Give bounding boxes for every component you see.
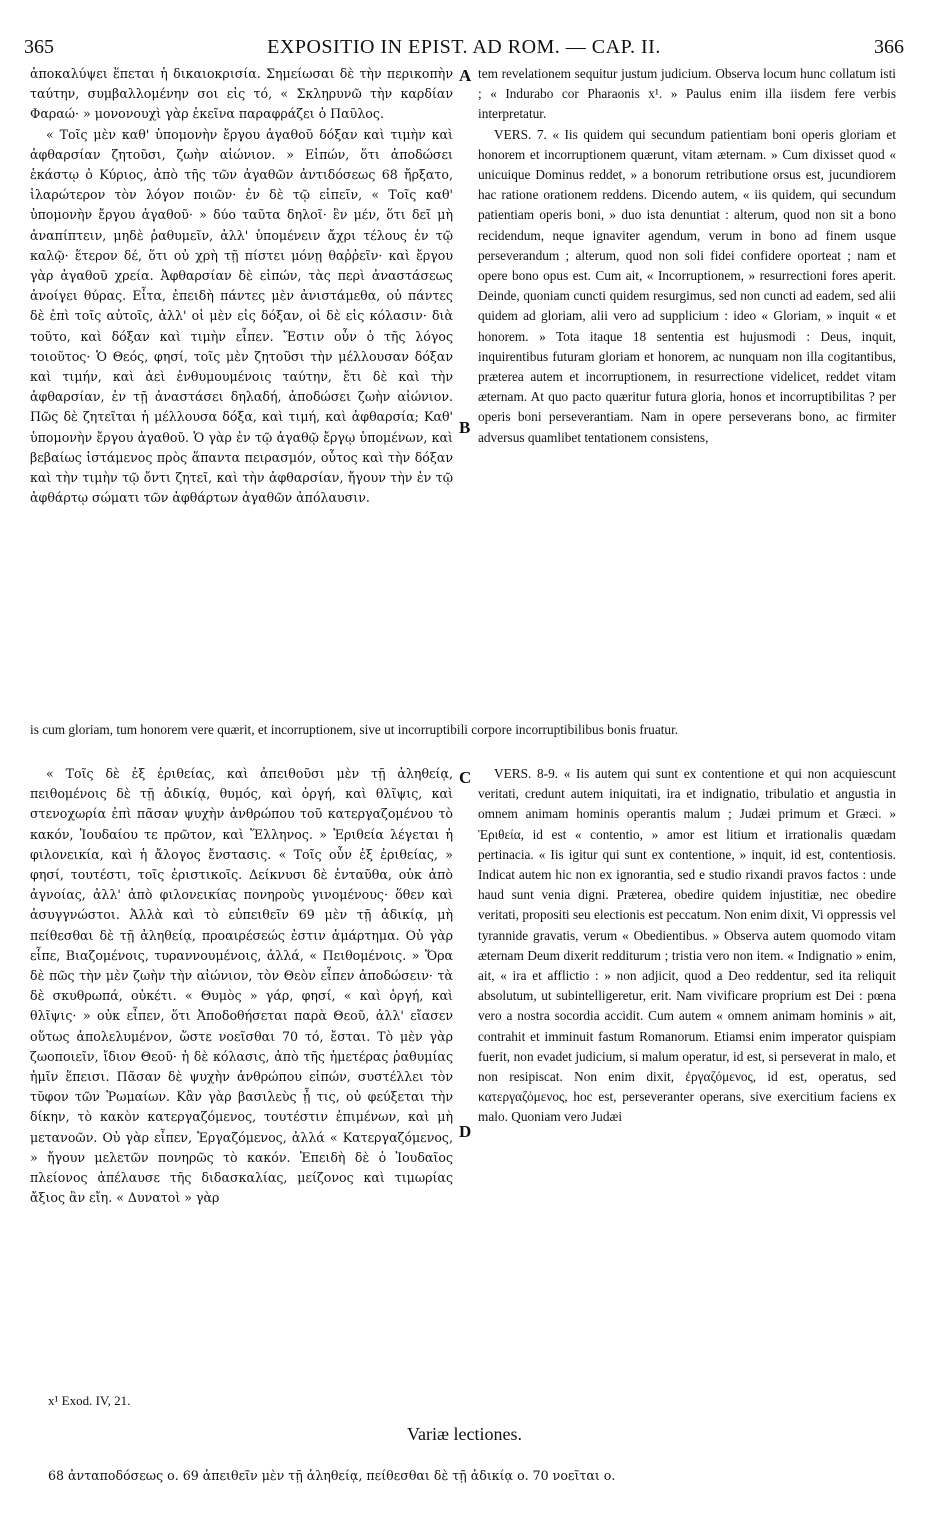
greek-paragraph: ἀποκαλύψει ἕπεται ἡ δικαιοκρισία. Σημείωσαι δὲ τὴν περικοπὴν ταύτην, συμβαλλομένην σοι εἰς τό, « Σκληρυνῶ τὴν καρδίαν Φαραώ· » μονονουχὶ γὰρ ἐκεῖνα παραφράζει ὁ Παῦλος. [30,66,453,122]
margin-letter-b: B [459,418,471,437]
scripture-footnote: x¹ Exod. IV, 21. [48,1393,131,1408]
greek-column-bottom [30,764,453,1208]
margin-letter-a: A [459,66,472,85]
variae-lectiones-heading: Variæ lectiones. [407,1424,522,1444]
latin-column-bottom [478,764,896,1128]
greek-paragraph: « Τοῖς δὲ ἐξ ἐριθείας, καὶ ἀπειθοῦσι μὲν τῇ ἀληθείᾳ, πειθομένοις δὲ τῇ ἀδικίᾳ, θυμός, καὶ ὀργή, καὶ θλῖψις, καὶ στενοχωρία ἐπὶ πᾶσαν ψυχὴν ἀνθρώπου τοῦ κατεργαζομένου τὸ κακόν, Ἰουδαίου τε πρῶτον, καὶ Ἕλληνος. » Ἐριθεία λέγεται ἡ φιλονεικία, καὶ ἡ ἄλογος ἔνστασις. « Τοῖς οὖν ἐξ ἐριθείας, » φησί, τουτέστι, τοῖς ἐριστικοῖς. Δείκνυσι δὲ ἐνταῦθα, οὐκ ἀπὸ ἀγνοίας, ἀλλ' ἀπὸ φιλονεικίας πονηροὺς γινομένους· ὅθεν καὶ ἀσυγγνώστοι. Ἀλλὰ καὶ τὸ εὐπειθεῖν 69 μὲν τῇ ἀδικίᾳ, μὴ πείθεσθαι δὲ τῇ ἀληθείᾳ, προαιρέσεώς ἐστιν ἁμάρτημα. Οὐ γὰρ εἶπε, Βιαζομένοις, τυραννουμένοις, ἀλλά, « Πειθομένοις. » Ὅρα δὲ πῶς τὴν μὲν ζωὴν τὴν αἰώνιον, τὸν Θεὸν εἶπεν ἀποδώσειν· τὰ δὲ σκυθρωπά, οὐκέτι. « Θυμὸς » γάρ, φησί, « καὶ ὀργή, καὶ θλῖψις· » οὐκ εἶπεν, ὅτι Ἀποδοθήσεται παρὰ Θεοῦ, ἀλλ' εἴασεν οὕτως ἀπολελυμένον, ὥστε νοεῖσθαι 70 τό, ἔσται. Τὸ μὲν γὰρ ζωοποιεῖν, ἴδιον Θεοῦ· ἡ δὲ κόλασις, ἀπὸ τῆς ἡμετέρας ῥαθυμίας ἡμῖν ἕπεισι. Πᾶσαν δὲ ψυχὴν ἀνθρώπου εἰπών, συστέλλει τὸν τῦφον τῶν Ῥωμαίων. Κἂν γὰρ βασιλεὺς ᾖ τις, οὐ φεύξεται τὴν δίκην, τὸ κακὸν κατεργαζόμενος, τουτέστιν ἐπιμένων, καὶ μὴ μετανοῶν. Οὐ γὰρ εἶπεν, Ἐργαζόμενος, ἀλλά « Κατεργαζόμενος, » ἤγουν μελετῶν πονηρῶς τὸ κακόν. Ἐπειδὴ δὲ ὁ Ἰουδαῖος πλείονος ἀπέλαυσε τῆς διδασκαλίας, μείζονος καὶ τιμωρίας ἄξιος ἂν εἴη. « Δυνατοὶ » γὰρ [30,766,453,1206]
greek-paragraph: « Τοῖς μὲν καθ' ὑπομονὴν ἔργου ἀγαθοῦ δόξαν καὶ τιμὴν καὶ ἀφθαρσίαν ζητοῦσι, ζωὴν αἰώνιον. » Εἰπών, ὅτι ἀποδώσει ἑκάστῳ ὁ Κύριος, ἀπὸ τῆς τῶν ἀγαθῶν ἀντιδόσεως 68 ἤρξατο, ἱλαρώτερον τὸν λόγον ποιῶν· ἐν δὲ τῷ εἰπεῖν, « Τοῖς καθ' ὑπομονὴν ἔργου ἀγαθοῦ· » δύο ταῦτα δηλοῖ· ἓν μέν, ὅτι δεῖ μὴ ἀναπίπτειν, μηδὲ ῥαθυμεῖν, ἀλλ' ὑπομένειν ἄχρι τέλους ἐν τῷ καλῷ· ἕτερον δέ, ὅτι οὐ χρὴ τῇ πίστει μόνῃ θαῤῥεῖν· καὶ ἔργου γὰρ ἀγαθοῦ χρεία. Ἀφθαρσίαν δὲ εἰπών, τὰς περὶ ἀναστάσεως ἀνοίγει θύρας. Εἶτα, ἐπειδὴ πάντες μὲν ἀνιστάμεθα, οὐ πάντες δὲ ἐπὶ τοῖς αὐτοῖς, ἀλλ' οἱ μὲν εἰς δόξαν, οἱ δὲ εἰς κόλασιν· διὰ τοῦτο, καὶ δόξαν καὶ τιμὴν εἶπεν. Ἔστιν οὖν ὁ τῆς λόγος τοιοῦτος· Ὁ Θεός, φησί, τοῖς μὲν ζητοῦσι τὴν μέλλουσαν δόξαν καὶ τιμήν, καὶ ἀεὶ ἐνθυμουμένοις ταύτην, ἔτι δὲ καὶ τὴν ἀφθαρσίαν, ἐν τῇ ἀναστάσει δηλαδή, ἀποδώσει ζωὴν αἰώνιον. Πῶς δὲ ζητεῖται ἡ μέλλουσα δόξα, καὶ τιμή, καὶ ἀφθαρσία; Καθ' ὑπομονὴν ἔργου ἀγαθοῦ. Ὁ γὰρ ἐν τῷ ἀγαθῷ ἔργῳ ὑπομένων, καὶ βεβαίως ἱστάμενος πρὸς ἅπαντα πειρασμόν, οὗτος καὶ τὴν δόξαν καὶ τὴν τιμὴν τῷ ὄντι ζητεῖ, καὶ τὴν ἀφθαρσίαν, ἤγουν τὴν ἐν τῷ ἀφθάρτῳ σώματι τῶν ἀφθάρτων ἀγαθῶν ἀπόλαυσιν. [30,126,453,506]
running-header [24,36,904,62]
latin-paragraph: VERS. 8-9. « Iis autem qui sunt ex contentione et qui non acquiescunt veritati, credunt autem iniquitati, ira et indignatio, tribulatio et angustia in omnem animam hominis operantis malum ; Judæi primum et Græci. » Ἐριθεία, id est « contentio, » amor est litium et irrationalis quædam pertinacia. « Iis igitur qui sunt ex contentione, » inquit, id est, contentiosis. Indicat autem hic non ex ignorantia, sed e studio rixandi pravos factos : unde haud sunt venia digni. Præterea, obedire quidem injustitiæ, nec obedire veritati, propositi seu electionis est peccatum. Non enim dixit, Vi oppressis vel tyrannide gravatis, verum « Obedientibus. » Observa autem quomodo vitam æternam Deum dixerit redditurum ; tristia vero non item. « Indignatio » enim, ait, « ira et afflictio : » non adjicit, quod a Deo reddentur, sed ita reliquit absolutum, ut subintelligeretur, erit. Nam vivificare proprium est Dei : pœna vero a nostra socordia accidit. Cum autem « omnem animam hominis » ait, contrahit et imminuit fastum Romanorum. Etiamsi enim imperator quispiam fuerit, non evadet judicium, si malum operatur, id est, si perseverat in malo, et non resipiscat. Non enim dixit, ἐργαζόμενος, id est, operatus, sed κατεργαζόμενος, hoc est, perseveranter operans, sive exercitium faciens ex malo. Quoniam vero Judæi [478,766,896,1125]
latin-paragraph: tem revelationem sequitur justum judicium. Observa locum hunc collatum isti ; « Indurabo cor Pharaonis x¹. » Paulus enim illa iisdem fere verbis interpretatur. [478,66,896,122]
latin-column-top [478,64,896,448]
right-page-number: 366 [874,36,904,58]
left-page-number: 365 [24,36,54,58]
greek-column-top [30,64,453,508]
latin-paragraph: VERS. 7. « Iis quidem qui secundum patientiam boni operis gloriam et honorem et incorruptionem quærunt, vitam æternam. » Cum dixisset quod « unicuique Dominus reddet, » a bonorum retributione orsus est, jucundiorem hac ratione orationem reddens. Dicendo autem, « iis quidem, qui secundum patientiam operis boni, » duo ista denuntiat : alterum, quod non sit a bono recidendum, neque ignaviter agendum, verum in bono ad finem usque perseverandum ; alterum, quod non soli fidei confidere oporteat ; nam et opere bono opus est. Cum ait, « Incorruptionem, » resurrectioni fores aperit. Deinde, quoniam cuncti quidem resurgimus, sed non cuncti ad eadem, sed alii quidem ad gloriam, alii vero ad supplicium : ideo « Gloriam, » inquit « et honorem. » Tota itaque 18 sententia est hujusmodi : Deus, inquit, inquirentibus futuram gloriam et honorem, ac nunquam non illa cogitantibus, præterea autem et incorruptionem, in resurrectione videlicet, reddet vitam æternam. At quo pacto quæritur futura gloria, honos et incorruptibilitas ? per operis boni perseverantiam. Nam in opere perseverans bono, ac firmiter adversus quamlibet tentationem consistens, [478,126,896,445]
margin-letter-d: D [459,1122,472,1141]
latin-spanning-line: is cum gloriam, tum honorem vere quærit, et incorruptionem, sive ut incorruptibili corpore incorruptibilibus bonis fruatur. [30,722,679,737]
running-title: EXPOSITIO IN EPIST. AD ROM. — CAP. II. [267,36,661,58]
margin-letter-c: C [459,768,472,787]
variae-lectiones-text: 68 ἀνταποδόσεως ο. 69 ἀπειθεῖν μὲν τῇ ἀληθείᾳ, πείθεσθαι δὲ τῇ ἀδικίᾳ ο. 70 νοεῖται ο. [48,1468,616,1483]
